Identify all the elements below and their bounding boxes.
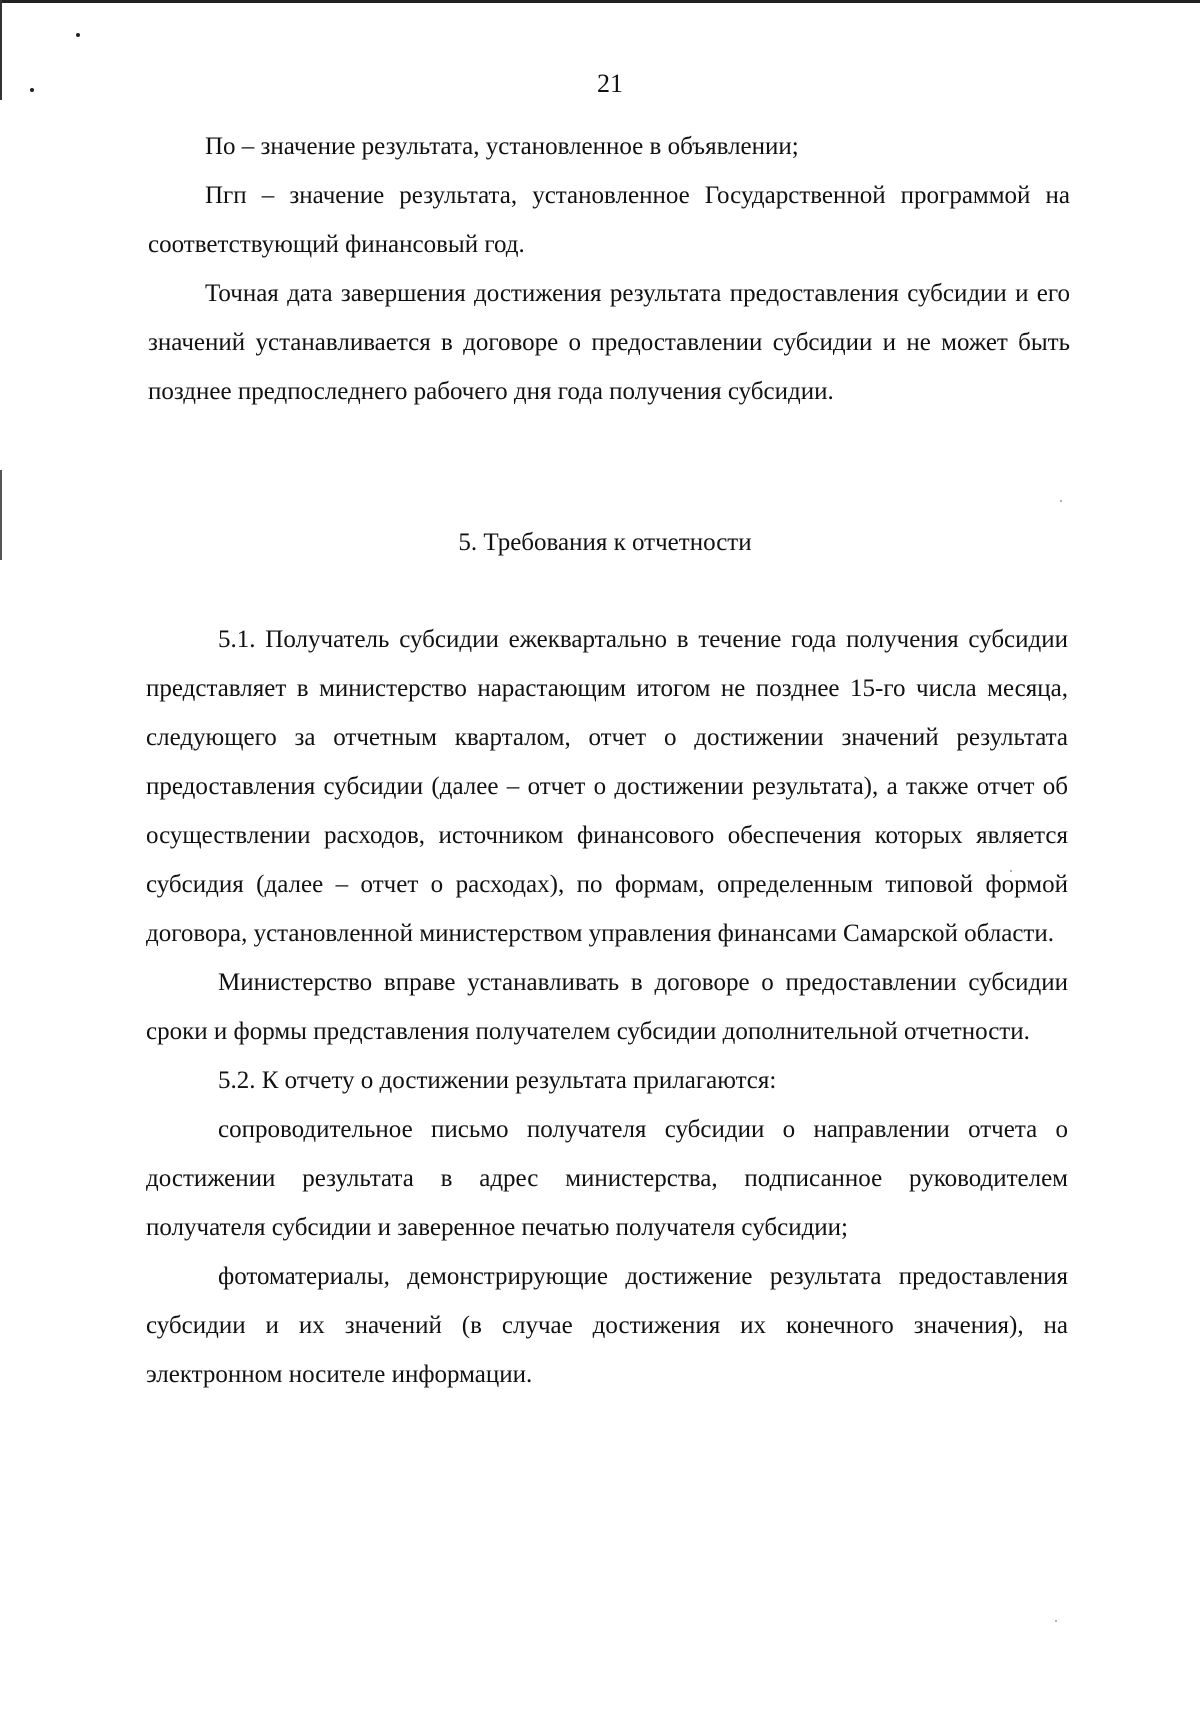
page-number: 21 — [597, 69, 623, 98]
scan-speck — [76, 33, 80, 37]
paragraph-completion-date: Точная дата завершения достижения результата предоставления субсидии и его значений устанавливается в договоре о предоставлении субсидии и не может быть позднее предпоследнего рабочего дня года получения субсидии. — [148, 280, 1070, 405]
scan-speck — [1055, 1620, 1057, 1622]
paragraph-cover-letter: сопроводительное письмо получателя субсидии о направлении отчета о достижении результата в адрес министерства, подписанное руководителем получателя субсидии и заверенное печатью получателя субсидии; — [146, 1116, 1068, 1241]
paragraph-po-definition: По – значение результата, установленное в объявлении; — [205, 133, 799, 160]
paragraph-additional-reporting: Министерство вправе устанавливать в договоре о предоставлении субсидии сроки и формы представления получателем субсидии дополнительной отчетности. — [146, 969, 1068, 1045]
section-heading: 5. Требования к отчетности — [458, 529, 752, 556]
scan-edge-top — [0, 0, 1200, 3]
section-5-text-block — [146, 615, 1068, 1399]
scan-speck — [1060, 500, 1062, 502]
paragraph-5-2: 5.2. К отчету о достижении результата прилагаются: — [218, 1067, 777, 1094]
paragraph-5-1: 5.1. Получатель субсидии ежеквартально в течение года получения субсидии представляет в министерство нарастающим итогом не позднее 15-го числа месяца, следующего за отчетным кварталом, отчет о достижении значений результата предоставления субсидии (далее – отчет о достижении результата), а также отчет об осуществлении расходов, источником финансового обеспечения которых является субсидия (далее – отчет о расходах), по формам, определенным типовой формой договора, установленной министерством управления финансами Самарской области. — [146, 626, 1068, 947]
top-text-block — [148, 122, 1070, 416]
paragraph-photo-materials: фотоматериалы, демонстрирующие достижение результата предоставления субсидии и их значений (в случае достижения их конечного значения), на электронном носителе информации. — [146, 1263, 1068, 1388]
paragraph-pgp-definition: Пгп – значение результата, установленное Государственной программой на соответствующий финансовый год. — [148, 182, 1070, 258]
